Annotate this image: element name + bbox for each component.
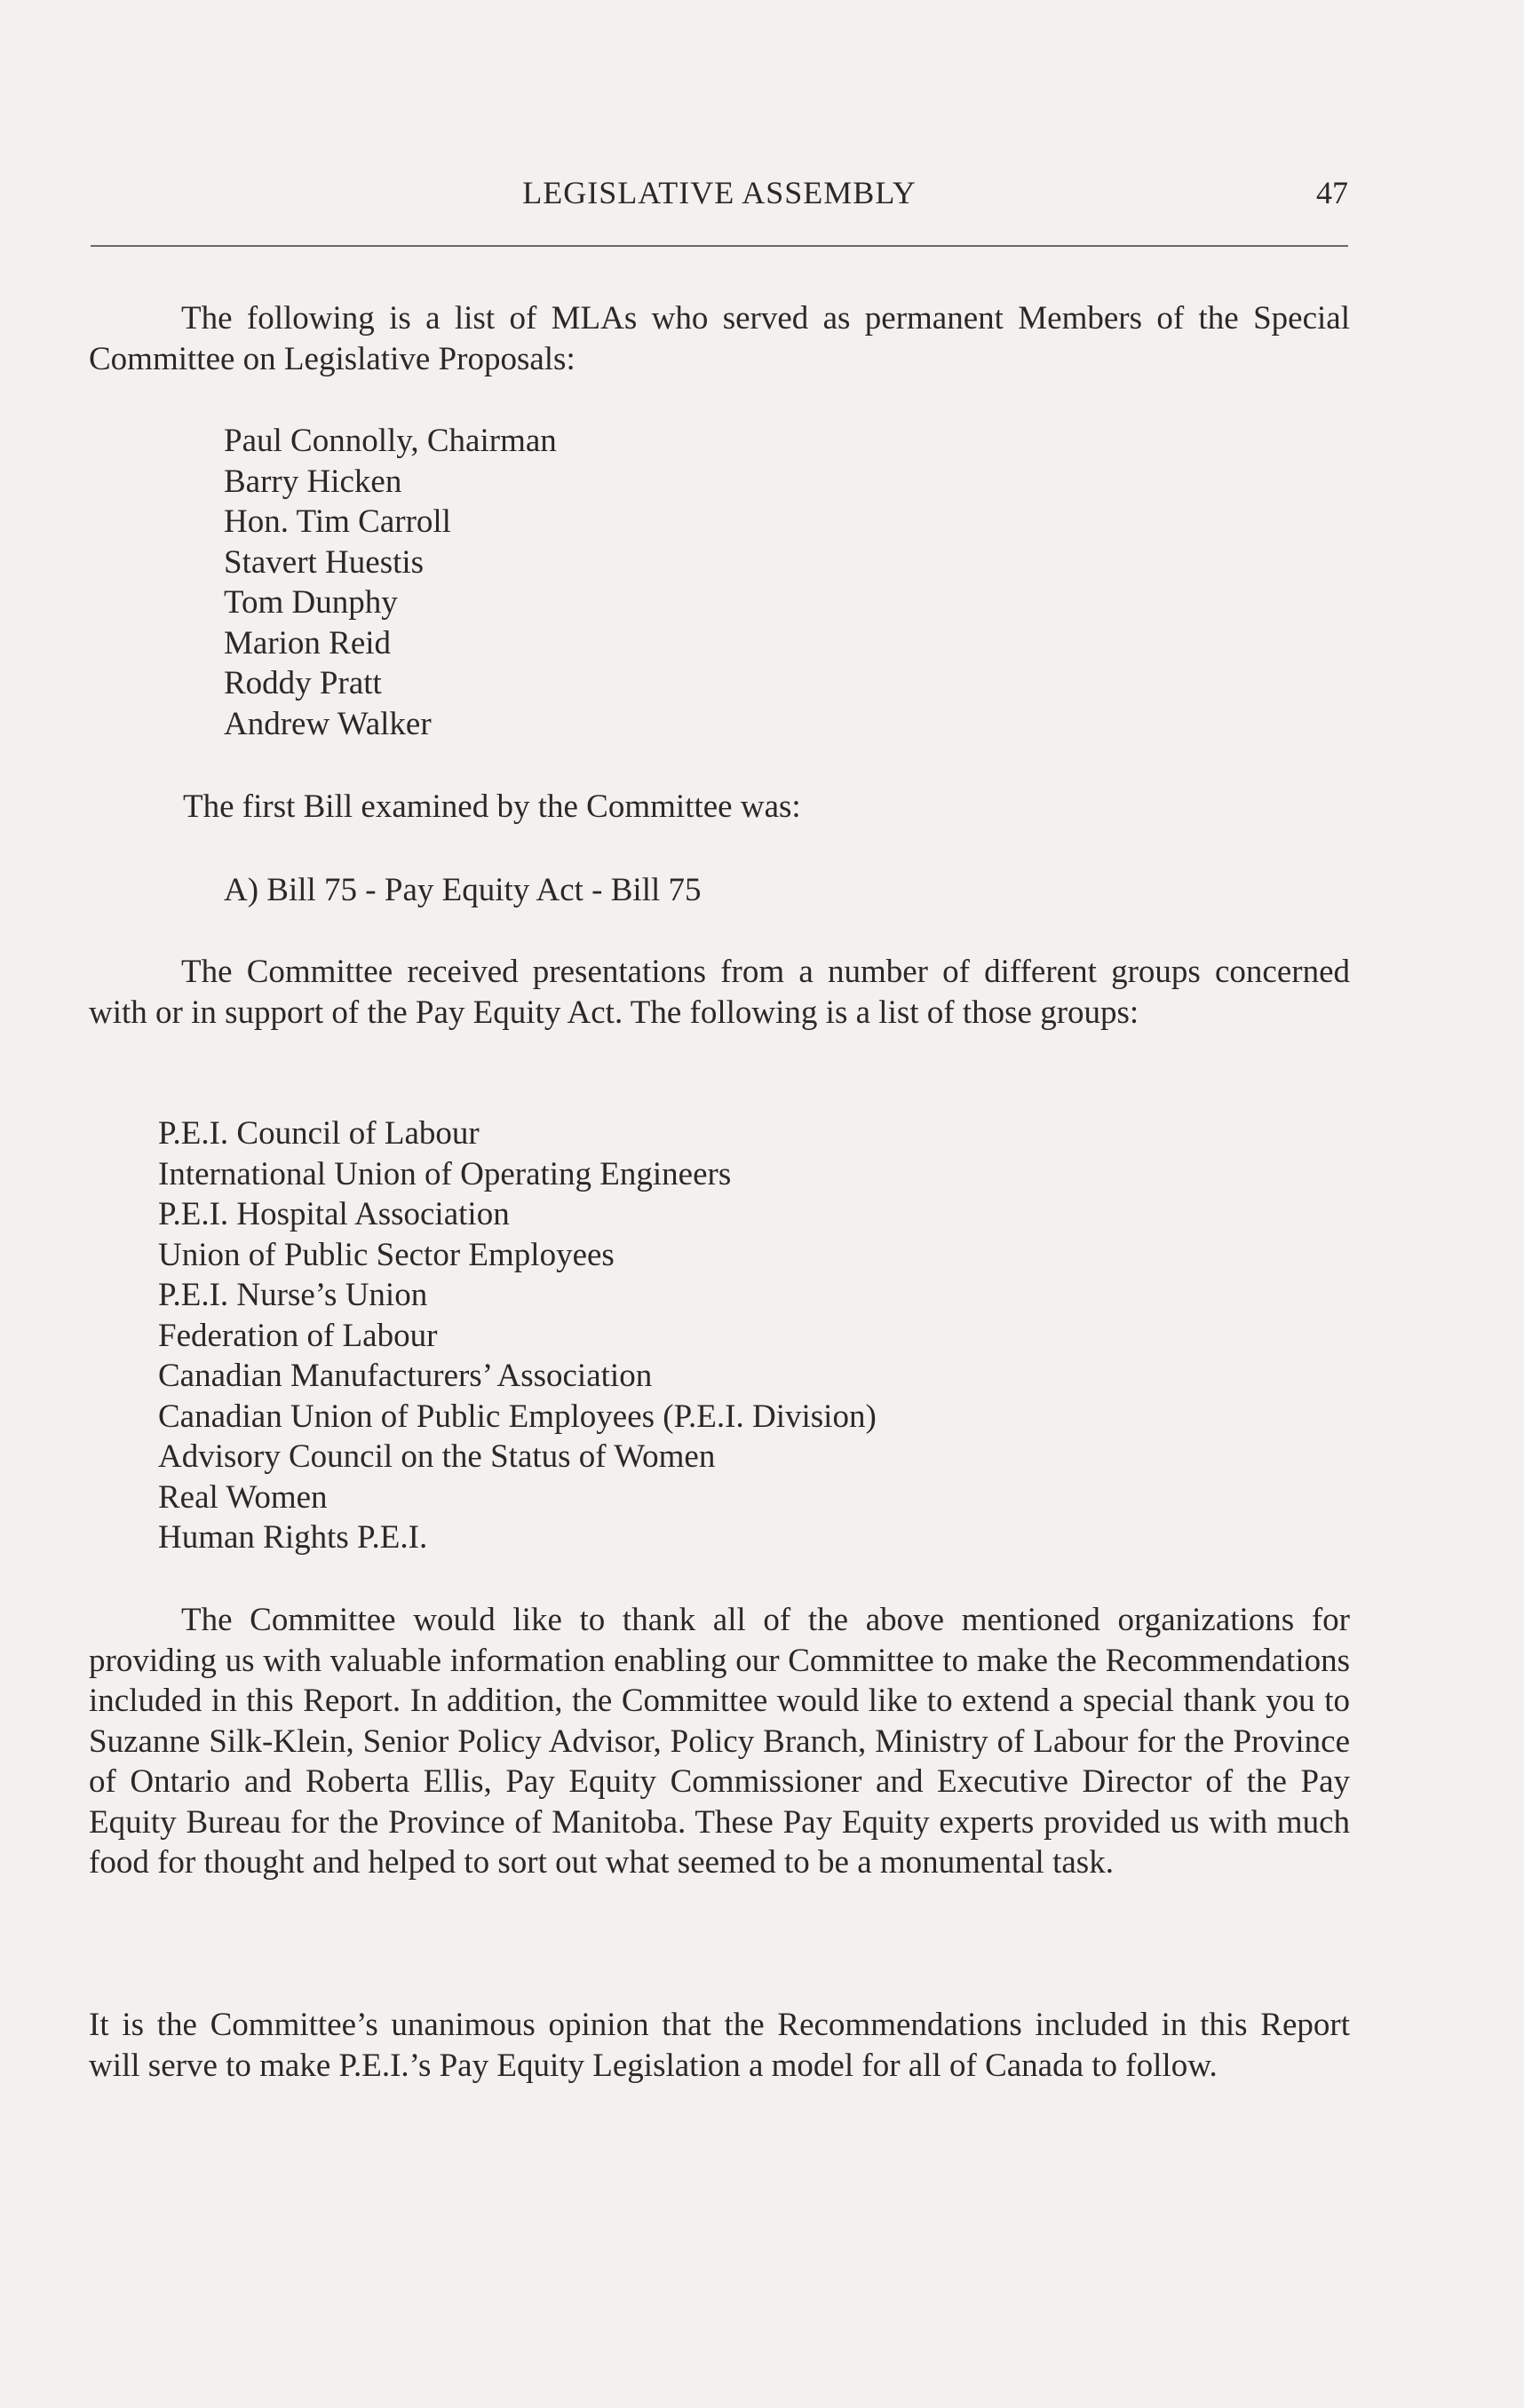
intro-paragraph: The following is a list of MLAs who served as permanent Members of the Special Committee on Legislative Proposals: (89, 300, 1350, 377)
group-item: Human Rights P.E.I. (158, 1519, 428, 1556)
group-item: Canadian Union of Public Employees (P.E.I. Division) (158, 1398, 877, 1435)
group-item: Union of Public Sector Employees (158, 1236, 615, 1273)
thanks-paragraph: The Committee would like to thank all of the above mentioned organizations for providing us with valuable information enabling our Committee to make the Recommendations included in this Report. In addition, the Committee would like to extend a special thank you to Suzanne Silk-Klein, Senior Policy Advisor, Policy Branch, Ministry of Labour for the Province of Ontario and Roberta Ellis, Pay Equity Commissioner and Executive Director of the Pay Equity Bureau for the Province of Manitoba. These Pay Equity experts provided us with much food for thought and helped to sort out what seemed to be a monumental task. (89, 1602, 1350, 1881)
group-item: Real Women (158, 1478, 328, 1516)
member-item: Tom Dunphy (224, 584, 398, 621)
member-item: Barry Hicken (224, 463, 402, 500)
member-item: Paul Connolly, Chairman (224, 423, 557, 459)
first-bill-paragraph: The first Bill examined by the Committee was: (183, 788, 801, 825)
member-item: Roddy Pratt (224, 665, 382, 701)
member-item: Andrew Walker (224, 705, 432, 742)
group-item: P.E.I. Nurse’s Union (158, 1277, 428, 1313)
presentations-paragraph: The Committee received presentations from a number of different groups concerned with or in support of the Pay Equity Act. The following is a list of those groups: (89, 954, 1350, 1031)
page-number: 47 (1316, 175, 1348, 210)
member-item: Hon. Tim Carroll (224, 503, 451, 540)
header-rule (91, 245, 1348, 247)
group-item: Canadian Manufacturers’ Association (158, 1358, 653, 1394)
group-item: P.E.I. Hospital Association (158, 1196, 510, 1232)
member-item: Stavert Huestis (224, 543, 425, 581)
group-item: Federation of Labour (158, 1317, 438, 1354)
group-item: P.E.I. Council of Labour (158, 1115, 480, 1152)
groups-list (158, 1113, 877, 1558)
header-title: LEGISLATIVE ASSEMBLY (522, 175, 917, 210)
members-list (224, 421, 557, 744)
bill-item: A) Bill 75 - Pay Equity Act - Bill 75 (224, 872, 702, 908)
running-header (91, 174, 1348, 218)
group-item: Advisory Council on the Status of Women (158, 1438, 716, 1475)
closing-paragraph: It is the Committee’s unanimous opinion that the Recommendations included in this Report will serve to make P.E.I.’s Pay Equity Legislation a model for all of Canada to follow. (89, 2007, 1350, 2084)
member-item: Marion Reid (224, 624, 392, 661)
group-item: International Union of Operating Engineers (158, 1155, 732, 1192)
